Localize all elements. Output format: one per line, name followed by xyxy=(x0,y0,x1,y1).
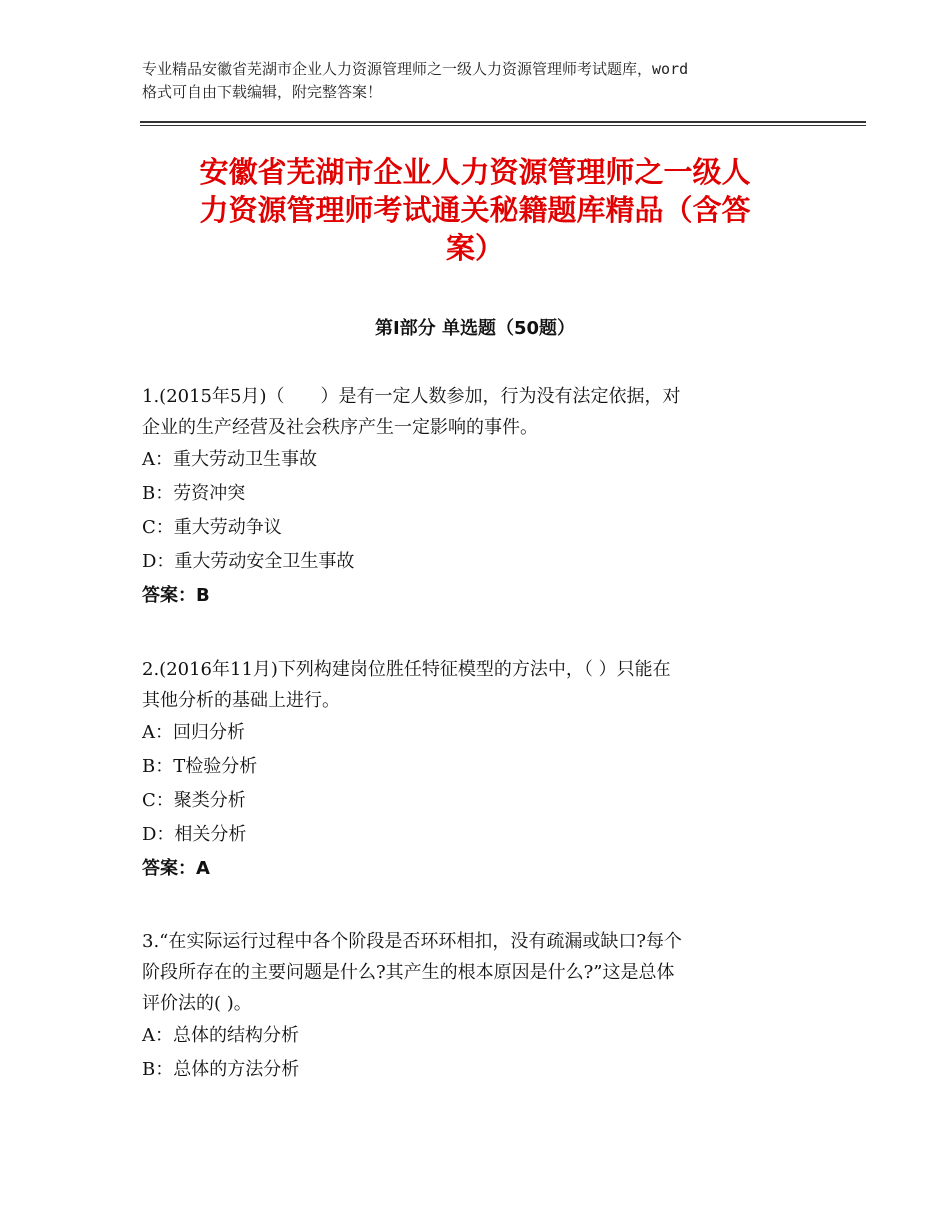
question-2-option-a: A：回归分析 xyxy=(142,722,245,743)
document-title-line1: 安徽省芜湖市企业人力资源管理师之一级人 xyxy=(199,155,751,189)
question-1 xyxy=(142,381,808,613)
question-3-stem-line2: 阶段所存在的主要问题是什么?其产生的根本原因是什么?”这是总体 xyxy=(142,962,675,983)
question-2-option-d: D：相关分析 xyxy=(142,824,247,845)
header-note xyxy=(142,58,832,104)
question-1-answer: 答案：B xyxy=(142,585,210,606)
header-divider-thin xyxy=(140,125,866,126)
question-2-stem-line2: 其他分析的基础上进行。 xyxy=(142,690,340,711)
question-2-answer: 答案：A xyxy=(142,858,210,879)
question-1-stem-line1: 1.(2015年5月)（ ）是有一定人数参加，行为没有法定依据，对 xyxy=(142,386,681,407)
question-1-stem-line2: 企业的生产经营及社会秩序产生一定影响的事件。 xyxy=(142,417,538,438)
question-2-option-c: C：聚类分析 xyxy=(142,790,246,811)
header-note-line2: 格式可自由下载编辑，附完整答案！ xyxy=(142,83,383,101)
header-divider-thick xyxy=(140,121,866,123)
document-title-line2: 力资源管理师考试通关秘籍题库精品（含答 xyxy=(199,193,751,227)
question-2-option-b: B：T检验分析 xyxy=(142,756,258,777)
question-2 xyxy=(142,654,808,886)
section-title: 第Ⅰ部分 单选题（50题） xyxy=(374,318,575,339)
question-3-option-a: A：总体的结构分析 xyxy=(142,1025,299,1046)
question-1-option-b: B：劳资冲突 xyxy=(142,483,246,504)
question-2-stem-line1: 2.(2016年11月)下列构建岗位胜任特征模型的方法中，（ ）只能在 xyxy=(142,659,671,680)
question-1-option-d: D：重大劳动安全卫生事故 xyxy=(142,551,355,572)
question-3-option-b: B：总体的方法分析 xyxy=(142,1059,300,1080)
document-title xyxy=(140,153,810,267)
header-note-line1: 专业精品安徽省芜湖市企业人力资源管理师之一级人力资源管理师考试题库，word xyxy=(142,60,689,78)
question-1-option-a: A：重大劳动卫生事故 xyxy=(142,449,317,470)
question-1-option-c: C：重大劳动争议 xyxy=(142,517,282,538)
question-3 xyxy=(142,926,808,1087)
question-3-stem-line1: 3.“在实际运行过程中各个阶段是否环环相扣，没有疏漏或缺口?每个 xyxy=(142,931,683,952)
question-3-stem-line3: 评价法的( )。 xyxy=(142,993,252,1014)
document-title-line3: 案） xyxy=(445,231,504,265)
